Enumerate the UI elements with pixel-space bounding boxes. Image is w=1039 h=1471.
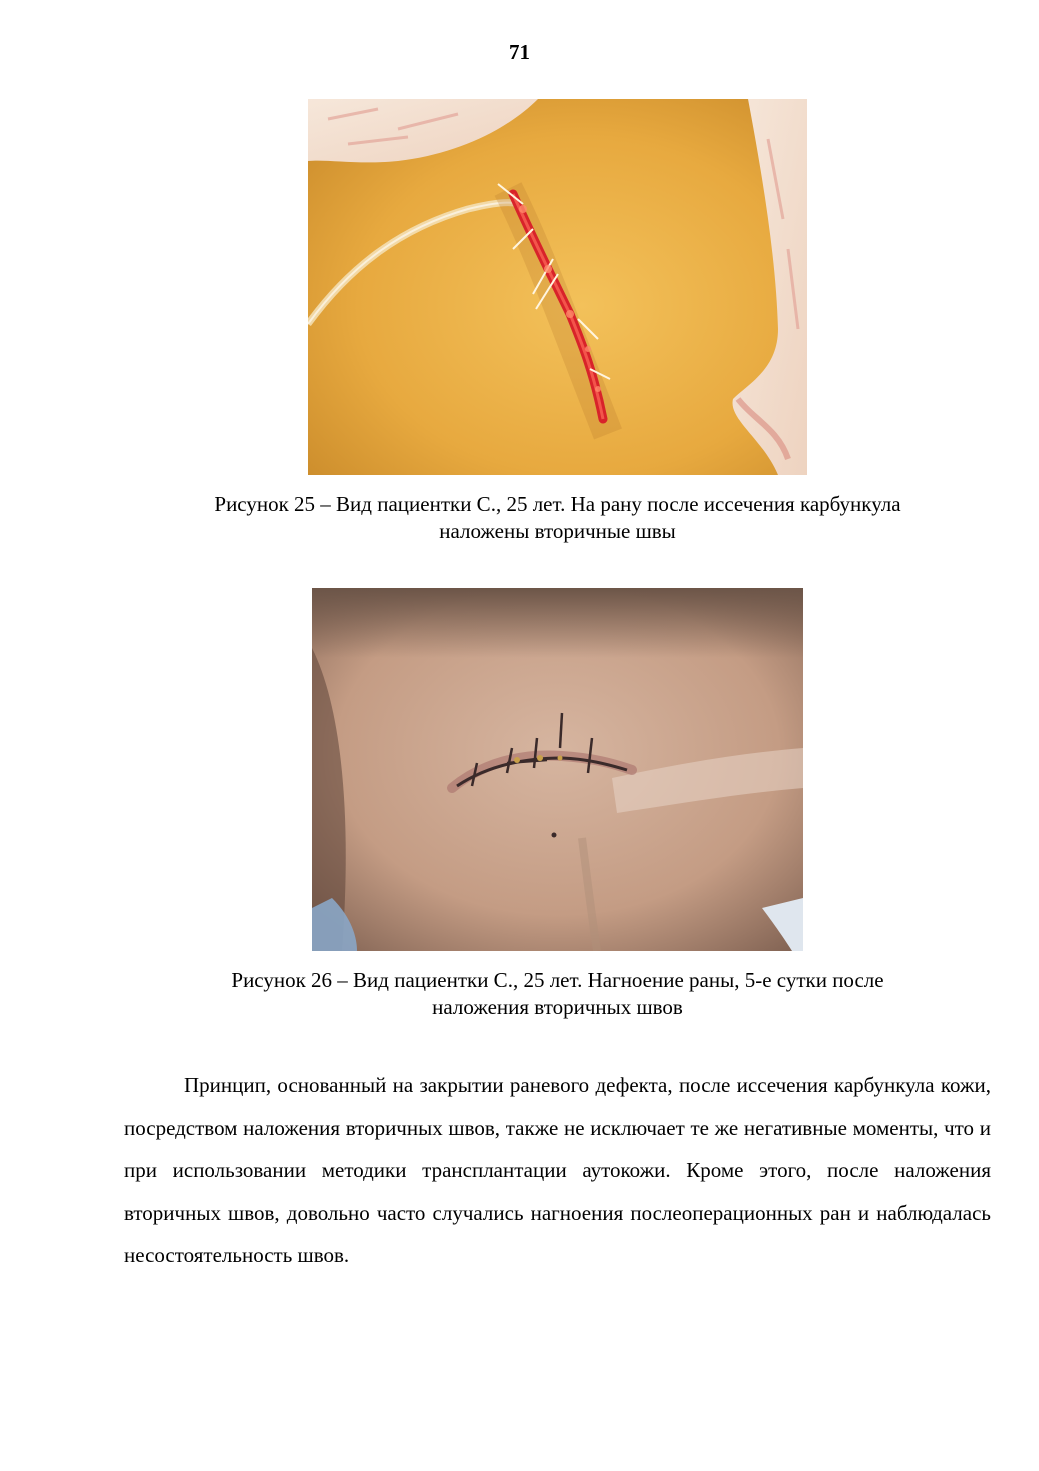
page-number: 71 (509, 40, 530, 64)
figure-26-caption-line-2: наложения вторичных швов (432, 995, 683, 1019)
figure-26-caption-line-1: Рисунок 26 – Вид пациентки С., 25 лет. Нагноение раны, 5-е сутки после (231, 968, 884, 992)
figure-25-caption-line-1: Рисунок 25 – Вид пациентки С., 25 лет. На рану после иссечения карбункула (214, 492, 901, 516)
figure-25-photo (308, 99, 807, 475)
figure-25-caption (120, 491, 995, 545)
figure-26-photo (312, 588, 803, 951)
figure-26-image (312, 588, 803, 951)
figure-26-caption (120, 967, 995, 1021)
figure-25-image (308, 99, 807, 475)
body-paragraph: Принцип, основанный на закрытии раневого дефекта, после иссечения карбункула кожи, посредством наложения вторичных швов, также не исключает те же негативные моменты, что и при использовании методики трансплантации аутокожи. Кроме этого, после наложения вторичных швов, довольно часто случались нагноения послеоперационных ран и наблюдалась несостоятельность швов. (124, 1073, 991, 1267)
figure-25-caption-line-2: наложены вторичные швы (439, 519, 676, 543)
